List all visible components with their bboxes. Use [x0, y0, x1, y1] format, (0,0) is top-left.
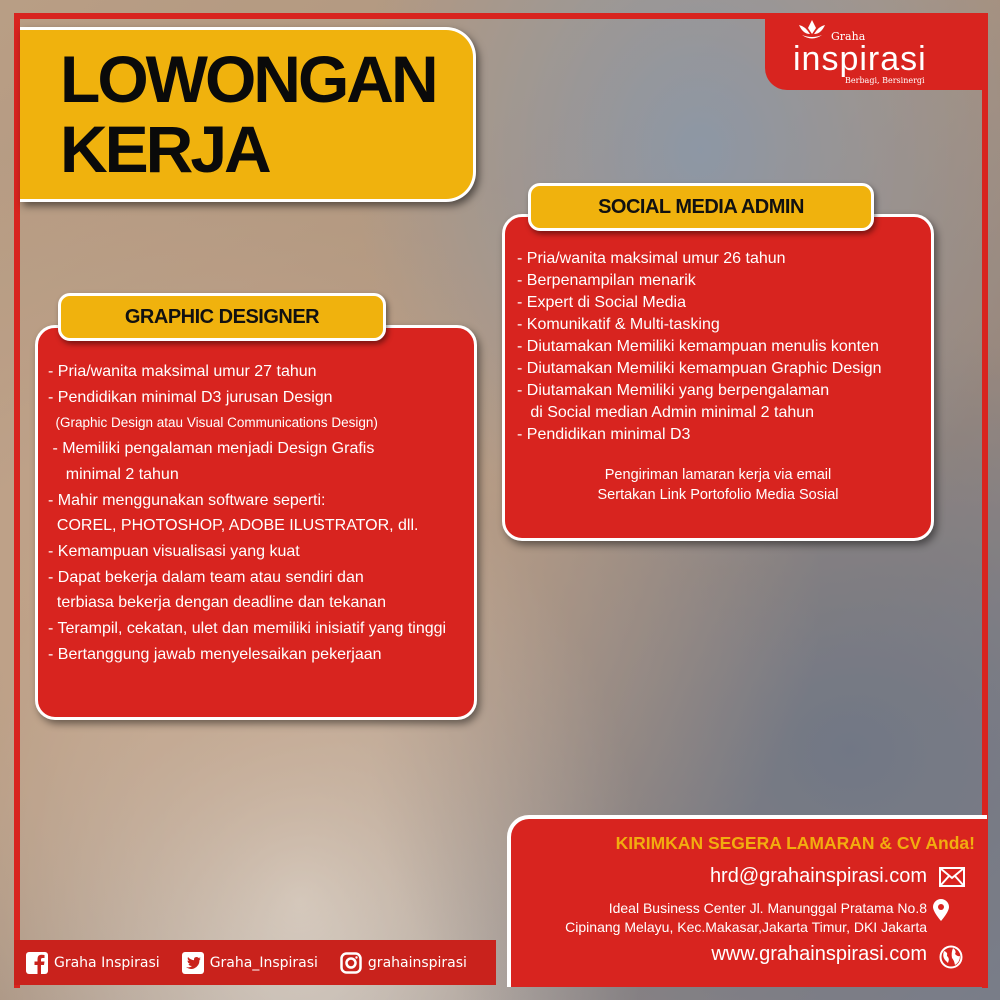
requirement: - Diutamakan Memiliki yang berpengalaman	[517, 382, 830, 399]
requirement: - Diutamakan Memiliki kemampuan Graphic Design	[517, 360, 882, 377]
email-note: Pengiriman lamaran kerja via email	[604, 467, 832, 483]
instagram-icon	[340, 952, 362, 974]
requirement: - Pendidikan minimal D3 jurusan Design	[48, 388, 333, 406]
location-pin-icon	[933, 899, 959, 925]
requirement: - Pria/wanita maksimal umur 27 tahun	[48, 363, 317, 380]
requirement: - Expert di Social Media	[517, 294, 686, 311]
contact-headline: KIRIMKAN SEGERA LAMARAN & CV Anda!	[615, 833, 975, 853]
requirement: - Komunikatif & Multi-tasking	[517, 316, 720, 333]
requirement: - Berpenampilan menarik	[517, 272, 696, 289]
facebook-icon	[26, 952, 48, 974]
requirement: - Bertanggung jawab menyelesaikan pekerjaan	[48, 645, 382, 663]
twitter-link[interactable]	[182, 952, 318, 974]
contact-email[interactable]: hrd@grahainspirasi.com	[709, 865, 927, 887]
requirement: - Pria/wanita maksimal umur 26 tahun	[517, 250, 786, 267]
contact-address	[565, 899, 927, 937]
title-banner	[20, 27, 476, 202]
facebook-handle: Graha Inspirasi	[54, 954, 160, 971]
facebook-link[interactable]	[26, 952, 160, 974]
requirement: - Dapat bekerja dalam team atau sendiri dan	[48, 568, 364, 586]
logo-name: inspirasi	[793, 40, 927, 78]
instagram-link[interactable]	[340, 952, 467, 974]
social-media-admin-title: SOCIAL MEDIA ADMIN	[528, 183, 874, 231]
requirement: terbiasa bekerja dengan deadline dan tekanan	[48, 594, 387, 612]
requirement: di Social median Admin minimal 2 tahun	[517, 404, 815, 421]
requirement: COREL, PHOTOSHOP, ADOBE ILUSTRATOR, dll.	[48, 517, 419, 535]
requirement: - Terampil, cekatan, ulet dan memiliki inisiatif yang tinggi	[48, 620, 447, 638]
social-media-admin-card	[502, 214, 934, 541]
title-line-1: LOWONGAN	[60, 42, 436, 116]
twitter-icon	[182, 952, 204, 974]
address-line-1: Ideal Business Center Jl. Manunggal Pratama No.8	[608, 900, 927, 916]
globe-icon	[939, 945, 965, 971]
portfolio-note: Sertakan Link Portofolio Media Sosial	[597, 487, 839, 503]
graphic-designer-title: GRAPHIC DESIGNER	[58, 293, 386, 341]
requirement: - Diutamakan Memiliki kemampuan menulis konten	[517, 338, 879, 355]
requirement: (Graphic Design atau Visual Communications Design)	[48, 415, 378, 431]
requirement: - Memiliki pengalaman menjadi Design Grafis	[48, 440, 375, 458]
social-footer	[14, 940, 496, 985]
title-line-2: KERJA	[60, 112, 269, 186]
requirement: - Mahir menggunakan software seperti:	[48, 491, 326, 509]
graphic-designer-card	[35, 325, 477, 720]
contact-panel	[507, 815, 987, 987]
envelope-icon	[939, 867, 965, 893]
requirement: minimal 2 tahun	[48, 465, 179, 483]
requirement: - Pendidikan minimal D3	[517, 426, 691, 443]
logo-graha: Graha	[831, 30, 866, 43]
contact-website[interactable]: www.grahainspirasi.com	[711, 943, 927, 965]
company-logo	[765, 14, 987, 90]
logo-tagline: Berbagi, Bersinergi	[845, 76, 925, 85]
requirement: - Kemampuan visualisasi yang kuat	[48, 542, 300, 560]
instagram-handle: grahainspirasi	[367, 954, 467, 971]
address-line-2: Cipinang Melayu, Kec.Makasar,Jakarta Timur, DKI Jakarta	[565, 919, 927, 935]
twitter-handle: Graha_Inspirasi	[209, 954, 318, 971]
